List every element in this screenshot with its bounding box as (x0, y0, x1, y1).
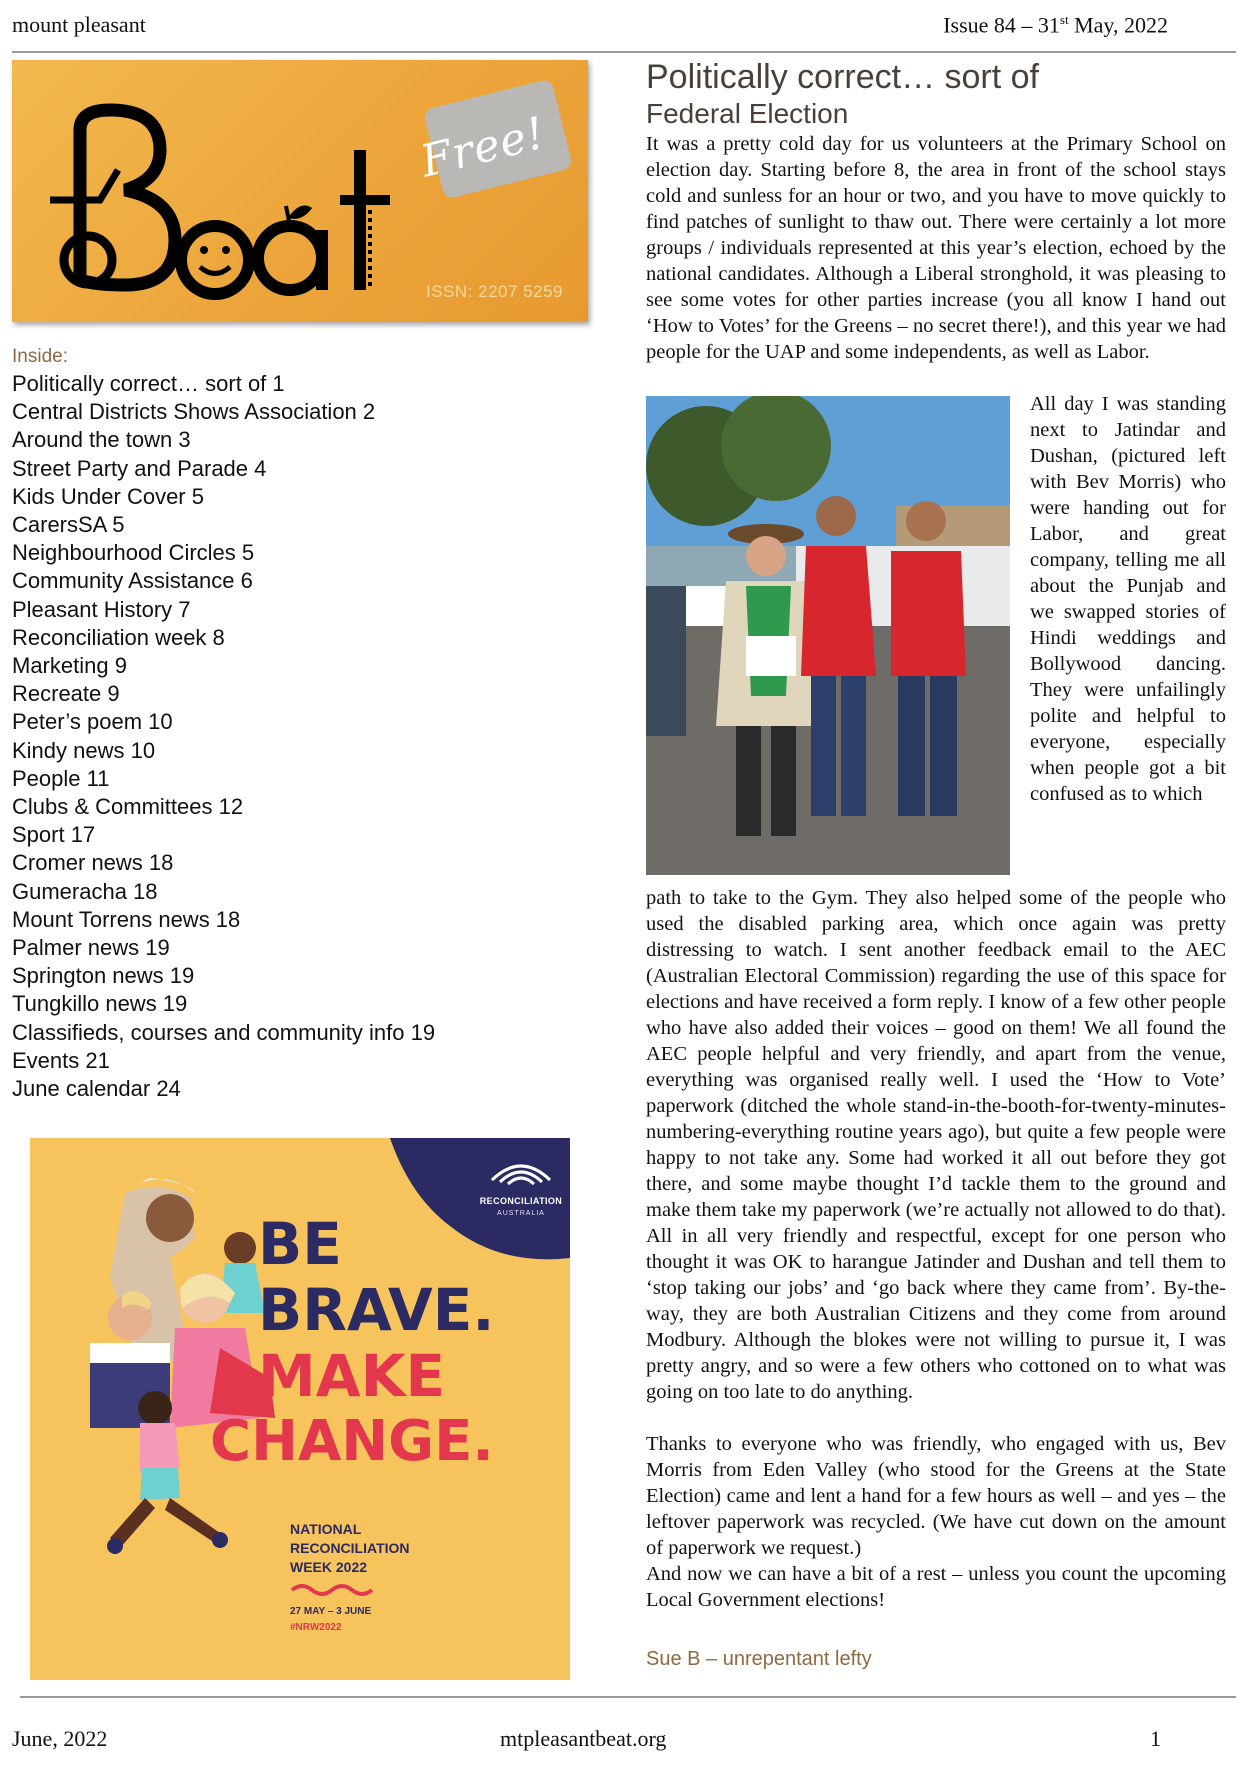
election-volunteers-photo (646, 396, 1010, 875)
contents-item: Neighbourhood Circles 5 (12, 540, 255, 566)
contents-item: Springton news 19 (12, 963, 195, 989)
article-paragraph-1: It was a pretty cold day for us volunteers at the Primary School on election day. Starting before 8, the area in front of the school stays cold and sunless for an hour or two, and you have to move quickly to find patches of sunlight to thaw out. There were certainly a lot more groups / individuals represented at this year’s election, echoed by the national candidates. Although a Liberal stronghold, it was pleasing to see some votes for other parties increase (you all know I hand out ‘How to Votes’ for the Greens – no secret there!), and this year we had people for the UAP and some independents, as well as Labor. (646, 133, 1226, 363)
contents-item: Sport 17 (12, 822, 96, 848)
poster-org-name: RECONCILIATION (479, 1196, 563, 1206)
poster-hashtag: #NRW2022 (290, 1622, 342, 1633)
contents-item: June calendar 24 (12, 1076, 181, 1102)
contents-item: Clubs & Committees 12 (12, 794, 244, 820)
contents-item: Peter’s poem 10 (12, 709, 173, 735)
reconciliation-poster (30, 1138, 570, 1680)
poster-headline-be: BE (258, 1210, 342, 1278)
article-paragraph-2: All day I was standing next to Jatindar and Dushan, (pictured left with Bev Morris) who were handing out for Labor, and great company, telling me all about the Punjab and we swapped stories of Hindi weddings and Bollywood dancing. They were unfailingly polite and helpful to everyone, especially when people got a bit confused as to which (1030, 393, 1226, 805)
page-number: 1 (1150, 1726, 1161, 1751)
contents-item: Events 21 (12, 1047, 110, 1073)
poster-dates: 27 MAY – 3 JUNE (290, 1606, 372, 1617)
article-paragraph-5: And now we can have a bit of a rest – unless you count the upcoming Local Government elections! (646, 1563, 1226, 1611)
contents-heading: Inside: (12, 346, 68, 367)
contents-list (12, 370, 572, 1103)
contents-item: Mount Torrens news 18 (12, 906, 241, 932)
article-paragraph-3: path to take to the Gym. They also helped some of the people who used the disabled parking area, which once again was pretty distressing to watch. I sent another feedback email to the AEC (Australian Electoral Commission) regarding the use of this space for elections and have received a form reply. I know of a few other people who have also added their voices – good on them! We all found the AEC people helpful and very friendly, and apart from the venue, everything was organised really well. I used the ‘How to Vote’ paperwork (ditched the whole stand-in-the-booth-for-twenty-minutes-numbering-everything routine years ago), but quite a few people were happy to not take any. Some had worked it all out before they got there, and some maybe thought I’d tackle them to the ground and make them take my paperwork (we’re actually not allowed to do that). All in all very friendly and respectful, except for one person who thought it was OK to harangue Jatinder and Dushan and tell them to ‘stop taking our jobs’ and ‘go back where they came from’. By-the-way, they are both Australian Citizens and they come from around Modbury. Although the blokes were not willing to pursue it, I was pretty angry, and so were a few others who cottoned on to what was going on too late to do anything. (646, 887, 1226, 1403)
issue-prefix: Issue 84 – 31 (943, 12, 1060, 38)
footer-website[interactable]: mtpleasantbeat.org (500, 1726, 667, 1751)
issn-number: ISSN: 2207 5259 (426, 282, 563, 301)
contents-item: People 11 (12, 765, 110, 791)
poster-org-sub: AUSTRALIA (497, 1210, 545, 1217)
photo-illustration (646, 396, 1010, 875)
contents-item: Kindy news 10 (12, 737, 156, 763)
article-title: Politically correct… sort of (646, 58, 1039, 96)
contents-item: Classifieds, courses and community info 19 (12, 1019, 436, 1045)
poster-headline-brave: BRAVE. (258, 1276, 495, 1344)
poster-headline-make: MAKE (258, 1342, 446, 1410)
poster-artwork (30, 1138, 570, 1680)
poster-event-line-3: WEEK 2022 (290, 1559, 368, 1575)
article-paragraph-4: Thanks to everyone who was friendly, who engaged with us, Bev Morris from Eden Valley (who stood for the Greens at the State Election) came and lent a hand for a few hours as well – and yes – the leftover paperwork was recycled. (We have cut down on the amount of paperwork we request.) (646, 1433, 1226, 1559)
contents-item: Palmer news 19 (12, 935, 170, 961)
header-divider (12, 51, 1236, 53)
footer-date: June, 2022 (12, 1726, 108, 1751)
article-subtitle: Federal Election (646, 98, 849, 129)
publication-name: mount pleasant (12, 12, 146, 37)
issue-superscript: st (1059, 12, 1069, 27)
poster-headline-change: CHANGE. (210, 1409, 494, 1474)
poster-event-name (290, 1520, 410, 1577)
footer-divider (20, 1696, 1236, 1698)
free-label: Free! (415, 107, 551, 188)
contents-item: Kids Under Cover 5 (12, 483, 204, 509)
issue-suffix: May, 2022 (1068, 12, 1168, 38)
contents-item: Central Districts Shows Association 2 (12, 399, 376, 425)
issue-info (943, 12, 1168, 38)
beat-logo (40, 90, 420, 310)
poster-event-line-2: RECONCILIATION (290, 1540, 410, 1556)
contents-item: Street Party and Parade 4 (12, 455, 267, 481)
poster-event-line-1: NATIONAL (290, 1521, 362, 1537)
contents-item: Community Assistance 6 (12, 568, 253, 594)
contents-item: Gumeracha 18 (12, 878, 158, 904)
contents-item: CarersSA 5 (12, 512, 125, 538)
contents-item: Recreate 9 (12, 681, 120, 707)
contents-item: Politically correct… sort of 1 (12, 371, 285, 396)
contents-section (12, 346, 572, 1103)
contents-item: Around the town 3 (12, 427, 191, 453)
masthead-banner (12, 60, 588, 322)
contents-item: Tungkillo news 19 (12, 991, 188, 1017)
contents-item: Cromer news 18 (12, 850, 174, 876)
contents-item: Pleasant History 7 (12, 596, 191, 622)
contents-item: Marketing 9 (12, 653, 127, 679)
contents-item: Reconciliation week 8 (12, 624, 225, 650)
article-byline: Sue B – unrepentant lefty (646, 1648, 872, 1670)
